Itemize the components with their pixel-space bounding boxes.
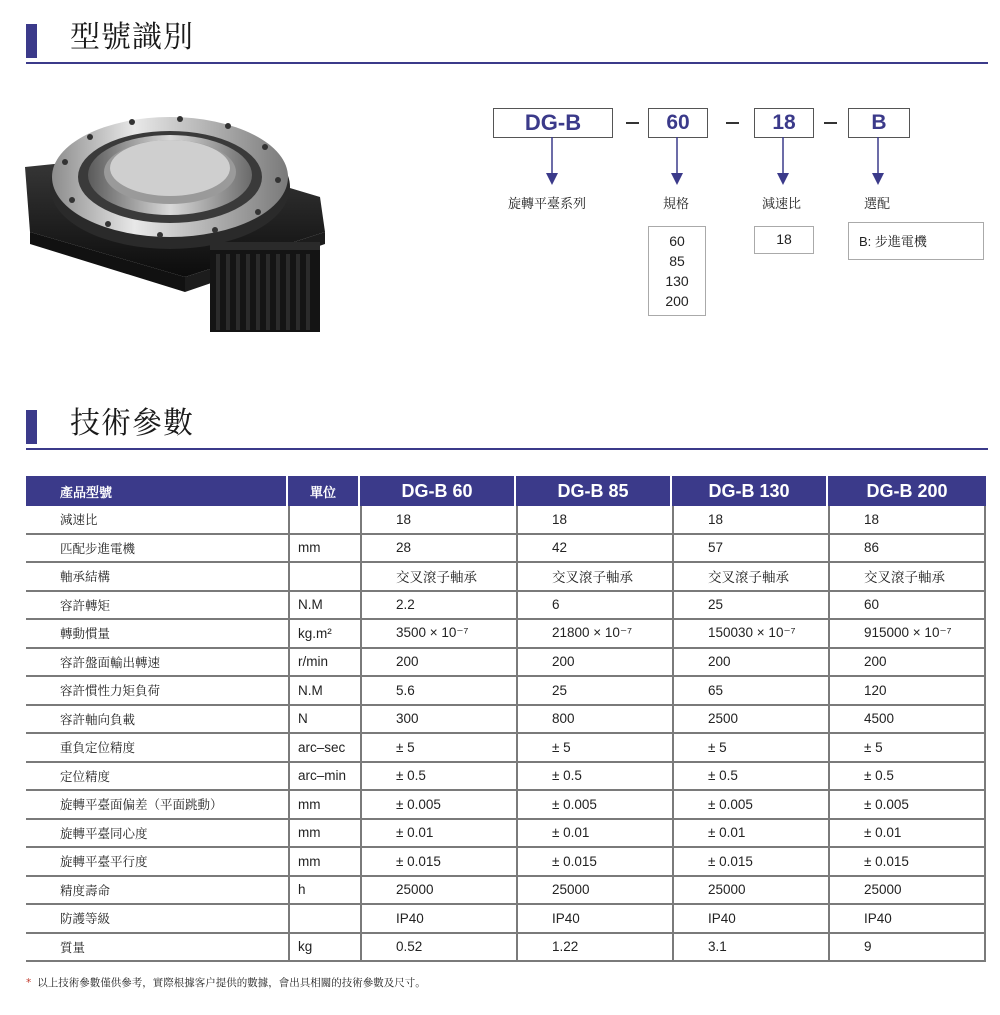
row-value: 300	[360, 706, 516, 735]
row-value: 25000	[672, 877, 828, 906]
code-separator	[726, 122, 739, 124]
table-row	[26, 934, 986, 963]
ratio-value: 18	[776, 231, 792, 247]
code-separator	[626, 122, 639, 124]
spec-table	[26, 476, 986, 962]
row-value: 18	[516, 506, 672, 535]
row-name: 轉動慣量	[26, 620, 288, 649]
row-value: 交叉滾子軸承	[828, 563, 986, 592]
table-row	[26, 592, 986, 621]
heading-accent-bar	[26, 24, 37, 58]
row-name: 質量	[26, 934, 288, 963]
arrow-down-icon	[545, 137, 559, 185]
row-value: 4500	[828, 706, 986, 735]
row-value: 25000	[516, 877, 672, 906]
row-value: ± 0.015	[672, 848, 828, 877]
header-model: DG-B 200	[828, 476, 986, 506]
row-value: ± 0.01	[360, 820, 516, 849]
model-code-size-box: 60	[648, 108, 708, 138]
model-code-series-box: DG-B	[493, 108, 613, 138]
row-value: 5.6	[360, 677, 516, 706]
table-row	[26, 563, 986, 592]
row-value: 2500	[672, 706, 828, 735]
row-value: 28	[360, 535, 516, 564]
row-name: 容許盤面輸出轉速	[26, 649, 288, 678]
row-value: 120	[828, 677, 986, 706]
row-value: 60	[828, 592, 986, 621]
row-unit: N	[288, 706, 360, 735]
row-name: 軸承結構	[26, 563, 288, 592]
option-values-box	[848, 222, 984, 260]
row-name: 容許慣性力矩負荷	[26, 677, 288, 706]
row-name: 容許轉矩	[26, 592, 288, 621]
row-value: ± 0.01	[516, 820, 672, 849]
row-value: ± 0.5	[828, 763, 986, 792]
row-name: 旋轉平臺平行度	[26, 848, 288, 877]
arrow-down-icon	[670, 137, 684, 185]
row-value: 65	[672, 677, 828, 706]
row-value: ± 0.5	[360, 763, 516, 792]
label-size: 規格	[663, 197, 690, 212]
heading-accent-bar	[26, 410, 37, 444]
row-value: ± 0.005	[828, 791, 986, 820]
row-value: 200	[516, 649, 672, 678]
row-unit	[288, 563, 360, 592]
size-values-box	[648, 226, 706, 316]
row-value: 交叉滾子軸承	[672, 563, 828, 592]
row-value: ± 0.005	[360, 791, 516, 820]
section-specs-heading	[26, 408, 988, 450]
row-unit: mm	[288, 848, 360, 877]
row-value: ± 0.015	[360, 848, 516, 877]
section-model-heading	[26, 22, 988, 64]
row-value: 3.1	[672, 934, 828, 963]
row-value: IP40	[360, 905, 516, 934]
table-row	[26, 535, 986, 564]
row-value: ± 0.5	[516, 763, 672, 792]
row-value: 18	[672, 506, 828, 535]
row-unit: N.M	[288, 592, 360, 621]
table-row	[26, 820, 986, 849]
row-value: 25000	[360, 877, 516, 906]
row-value: IP40	[516, 905, 672, 934]
section-specs-title: 技術參數	[70, 406, 194, 441]
row-value: 25	[516, 677, 672, 706]
row-value: IP40	[672, 905, 828, 934]
row-value: IP40	[828, 905, 986, 934]
table-row	[26, 848, 986, 877]
label-ratio: 減速比	[762, 197, 802, 212]
row-value: ± 5	[516, 734, 672, 763]
row-name: 匹配步進電機	[26, 535, 288, 564]
row-unit: N.M	[288, 677, 360, 706]
table-row	[26, 763, 986, 792]
table-row	[26, 877, 986, 906]
section-model-title: 型號識別	[70, 20, 194, 55]
row-value: 200	[828, 649, 986, 678]
size-value: 200	[665, 293, 689, 309]
row-value: 6	[516, 592, 672, 621]
row-value: 1.22	[516, 934, 672, 963]
label-option: 選配	[864, 197, 891, 212]
row-unit	[288, 905, 360, 934]
row-value: 915000 × 10⁻⁷	[828, 620, 986, 649]
table-row	[26, 677, 986, 706]
row-value: 57	[672, 535, 828, 564]
row-value: 交叉滾子軸承	[360, 563, 516, 592]
row-name: 旋轉平臺面偏差（平面跳動）	[26, 791, 288, 820]
model-code-option-box: B	[848, 108, 910, 138]
row-value: 800	[516, 706, 672, 735]
row-value: 2.2	[360, 592, 516, 621]
asterisk-icon: *	[26, 977, 32, 989]
row-value: ± 5	[828, 734, 986, 763]
footnote-text: 以上技術參數僅供參考，實際根據客户提供的數據，會出具相關的技術參數及尺寸。	[37, 977, 426, 989]
row-value: 200	[360, 649, 516, 678]
row-value: 9	[828, 934, 986, 963]
row-unit: mm	[288, 535, 360, 564]
row-value: 0.52	[360, 934, 516, 963]
row-unit: mm	[288, 791, 360, 820]
row-value: 25	[672, 592, 828, 621]
row-unit: h	[288, 877, 360, 906]
table-row	[26, 620, 986, 649]
header-model-name: 產品型號	[26, 476, 288, 506]
arrow-down-icon	[776, 137, 790, 185]
row-value: 42	[516, 535, 672, 564]
row-value: 200	[672, 649, 828, 678]
row-value: ± 0.015	[828, 848, 986, 877]
row-unit: arc–sec	[288, 734, 360, 763]
row-value: ± 0.015	[516, 848, 672, 877]
table-row	[26, 506, 986, 535]
table-row	[26, 649, 986, 678]
header-model: DG-B 60	[360, 476, 516, 506]
row-unit: kg	[288, 934, 360, 963]
option-value: B: 步進電機	[859, 234, 927, 249]
table-row	[26, 706, 986, 735]
row-unit: r/min	[288, 649, 360, 678]
ratio-values-box	[754, 226, 814, 254]
row-name: 防護等級	[26, 905, 288, 934]
size-value: 60	[669, 233, 685, 249]
row-name: 精度壽命	[26, 877, 288, 906]
size-value: 130	[665, 273, 689, 289]
header-model: DG-B 130	[672, 476, 828, 506]
row-value: 18	[360, 506, 516, 535]
row-unit: kg.m²	[288, 620, 360, 649]
row-name: 定位精度	[26, 763, 288, 792]
row-value: 18	[828, 506, 986, 535]
row-unit	[288, 506, 360, 535]
row-name: 旋轉平臺同心度	[26, 820, 288, 849]
table-row	[26, 791, 986, 820]
footnote	[26, 975, 426, 990]
code-separator	[824, 122, 837, 124]
table-row	[26, 905, 986, 934]
row-value: 86	[828, 535, 986, 564]
header-model: DG-B 85	[516, 476, 672, 506]
row-value: ± 5	[672, 734, 828, 763]
row-name: 減速比	[26, 506, 288, 535]
spec-table-header	[26, 476, 986, 506]
row-value: 交叉滾子軸承	[516, 563, 672, 592]
row-value: ± 0.01	[672, 820, 828, 849]
row-unit: arc–min	[288, 763, 360, 792]
arrow-down-icon	[871, 137, 885, 185]
row-value: ± 0.5	[672, 763, 828, 792]
row-value: ± 5	[360, 734, 516, 763]
size-value: 85	[669, 253, 685, 269]
row-unit: mm	[288, 820, 360, 849]
spec-table-body	[26, 506, 986, 962]
row-value: 21800 × 10⁻⁷	[516, 620, 672, 649]
row-value: ± 0.005	[672, 791, 828, 820]
label-series: 旋轉平臺系列	[508, 197, 587, 212]
header-unit: 單位	[288, 476, 360, 506]
row-value: ± 0.01	[828, 820, 986, 849]
row-name: 容許軸向負載	[26, 706, 288, 735]
model-code-ratio-box: 18	[754, 108, 814, 138]
row-name: 重負定位精度	[26, 734, 288, 763]
row-value: 150030 × 10⁻⁷	[672, 620, 828, 649]
row-value: 25000	[828, 877, 986, 906]
rotary-table-product-image	[20, 92, 350, 342]
row-value: 3500 × 10⁻⁷	[360, 620, 516, 649]
table-row	[26, 734, 986, 763]
row-value: ± 0.005	[516, 791, 672, 820]
